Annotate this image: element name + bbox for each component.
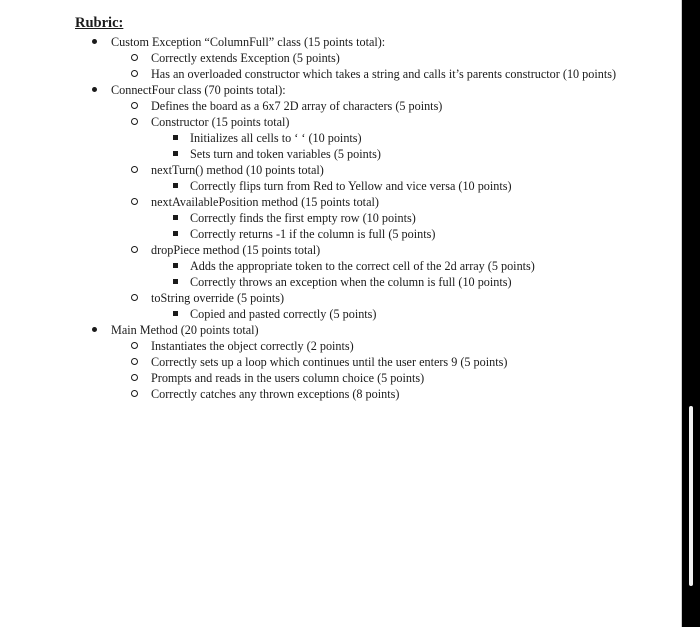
rubric-section bbox=[75, 34, 655, 50]
criterion-text: dropPiece method (15 points total) bbox=[151, 243, 321, 257]
disc-bullet-icon bbox=[92, 327, 97, 332]
subcriterion-text: Copied and pasted correctly (5 points) bbox=[190, 307, 377, 321]
criterion-item bbox=[75, 242, 655, 258]
square-bullet-icon bbox=[173, 263, 178, 268]
circle-bullet-icon bbox=[131, 198, 138, 205]
rubric-heading: Rubric: bbox=[75, 15, 124, 31]
subcriterion-item bbox=[75, 306, 655, 322]
criterion-text: Correctly extends Exception (5 points) bbox=[151, 51, 340, 65]
circle-bullet-icon bbox=[131, 166, 138, 173]
square-bullet-icon bbox=[173, 279, 178, 284]
criterion-item bbox=[75, 338, 655, 354]
criteria-list bbox=[75, 386, 655, 402]
square-bullet-icon bbox=[173, 215, 178, 220]
square-bullet-icon bbox=[173, 311, 178, 316]
subcriterion-text: Correctly finds the first empty row (10 points) bbox=[190, 211, 416, 225]
rubric-list bbox=[75, 34, 655, 402]
subcriterion-item bbox=[75, 226, 655, 242]
criteria-list bbox=[75, 50, 655, 66]
subcriteria-list bbox=[75, 306, 655, 322]
criterion-item bbox=[75, 162, 655, 178]
subcriterion-item bbox=[75, 210, 655, 226]
circle-bullet-icon bbox=[131, 118, 138, 125]
criterion-item bbox=[75, 194, 655, 210]
section-title: Main Method (20 points total) bbox=[111, 323, 259, 337]
subcriterion-text: Correctly returns -1 if the column is full (5 points) bbox=[190, 227, 436, 241]
square-bullet-icon bbox=[173, 231, 178, 236]
disc-bullet-icon bbox=[92, 87, 97, 92]
subcriterion-item bbox=[75, 130, 655, 146]
disc-bullet-icon bbox=[92, 39, 97, 44]
subcriteria-list bbox=[75, 130, 655, 146]
criterion-text: Has an overloaded constructor which takes a string and calls it’s parents constructor (10 points) bbox=[151, 67, 617, 81]
circle-bullet-icon bbox=[131, 54, 138, 61]
criterion-text: Correctly sets up a loop which continues until the user enters 9 (5 points) bbox=[151, 355, 508, 369]
criterion-item bbox=[75, 114, 655, 130]
rubric-document bbox=[75, 14, 655, 402]
rubric-section bbox=[75, 82, 655, 98]
criterion-item bbox=[75, 50, 655, 66]
subcriterion-text: Adds the appropriate token to the correct cell of the 2d array (5 points) bbox=[190, 259, 535, 273]
criterion-item bbox=[75, 290, 655, 306]
circle-bullet-icon bbox=[131, 374, 138, 381]
criterion-text: toString override (5 points) bbox=[151, 291, 285, 305]
square-bullet-icon bbox=[173, 135, 178, 140]
criterion-text: Prompts and reads in the users column choice (5 points) bbox=[151, 371, 425, 385]
rubric-section bbox=[75, 322, 655, 338]
subcriteria-list bbox=[75, 146, 655, 162]
circle-bullet-icon bbox=[131, 70, 138, 77]
criteria-list bbox=[75, 370, 655, 386]
criteria-list bbox=[75, 290, 655, 306]
circle-bullet-icon bbox=[131, 102, 138, 109]
circle-bullet-icon bbox=[131, 294, 138, 301]
criterion-text: Constructor (15 points total) bbox=[151, 115, 290, 129]
criterion-item bbox=[75, 66, 655, 82]
criteria-list bbox=[75, 354, 655, 370]
subcriterion-text: Correctly flips turn from Red to Yellow and vice versa (10 points) bbox=[190, 179, 512, 193]
criterion-text: Correctly catches any thrown exceptions (8 points) bbox=[151, 387, 400, 401]
circle-bullet-icon bbox=[131, 342, 138, 349]
subcriterion-text: Sets turn and token variables (5 points) bbox=[190, 147, 381, 161]
square-bullet-icon bbox=[173, 151, 178, 156]
criteria-list bbox=[75, 162, 655, 178]
criterion-text: nextAvailablePosition method (15 points total) bbox=[151, 195, 379, 209]
criterion-item bbox=[75, 386, 655, 402]
subcriteria-list bbox=[75, 178, 655, 194]
circle-bullet-icon bbox=[131, 246, 138, 253]
subcriterion-text: Correctly throws an exception when the column is full (10 points) bbox=[190, 275, 512, 289]
circle-bullet-icon bbox=[131, 390, 138, 397]
criteria-list bbox=[75, 66, 655, 82]
criterion-text: nextTurn() method (10 points total) bbox=[151, 163, 324, 177]
criteria-list bbox=[75, 114, 655, 130]
square-bullet-icon bbox=[173, 183, 178, 188]
criterion-item bbox=[75, 354, 655, 370]
subcriteria-list bbox=[75, 274, 655, 290]
criterion-text: Defines the board as a 6x7 2D array of characters (5 points) bbox=[151, 99, 443, 113]
subcriterion-text: Initializes all cells to ‘ ‘ (10 points) bbox=[190, 131, 362, 145]
criteria-list bbox=[75, 194, 655, 210]
subcriteria-list bbox=[75, 210, 655, 226]
vertical-scrollbar[interactable] bbox=[689, 406, 693, 586]
subcriteria-list bbox=[75, 258, 655, 274]
section-title: ConnectFour class (70 points total): bbox=[111, 83, 286, 97]
subcriteria-list bbox=[75, 226, 655, 242]
criterion-text: Instantiates the object correctly (2 points) bbox=[151, 339, 354, 353]
subcriterion-item bbox=[75, 178, 655, 194]
criterion-item bbox=[75, 370, 655, 386]
subcriterion-item bbox=[75, 274, 655, 290]
section-title: Custom Exception “ColumnFull” class (15 points total): bbox=[111, 35, 386, 49]
criterion-item bbox=[75, 98, 655, 114]
subcriterion-item bbox=[75, 258, 655, 274]
subcriterion-item bbox=[75, 146, 655, 162]
circle-bullet-icon bbox=[131, 358, 138, 365]
criteria-list bbox=[75, 242, 655, 258]
criteria-list bbox=[75, 98, 655, 114]
criteria-list bbox=[75, 338, 655, 354]
